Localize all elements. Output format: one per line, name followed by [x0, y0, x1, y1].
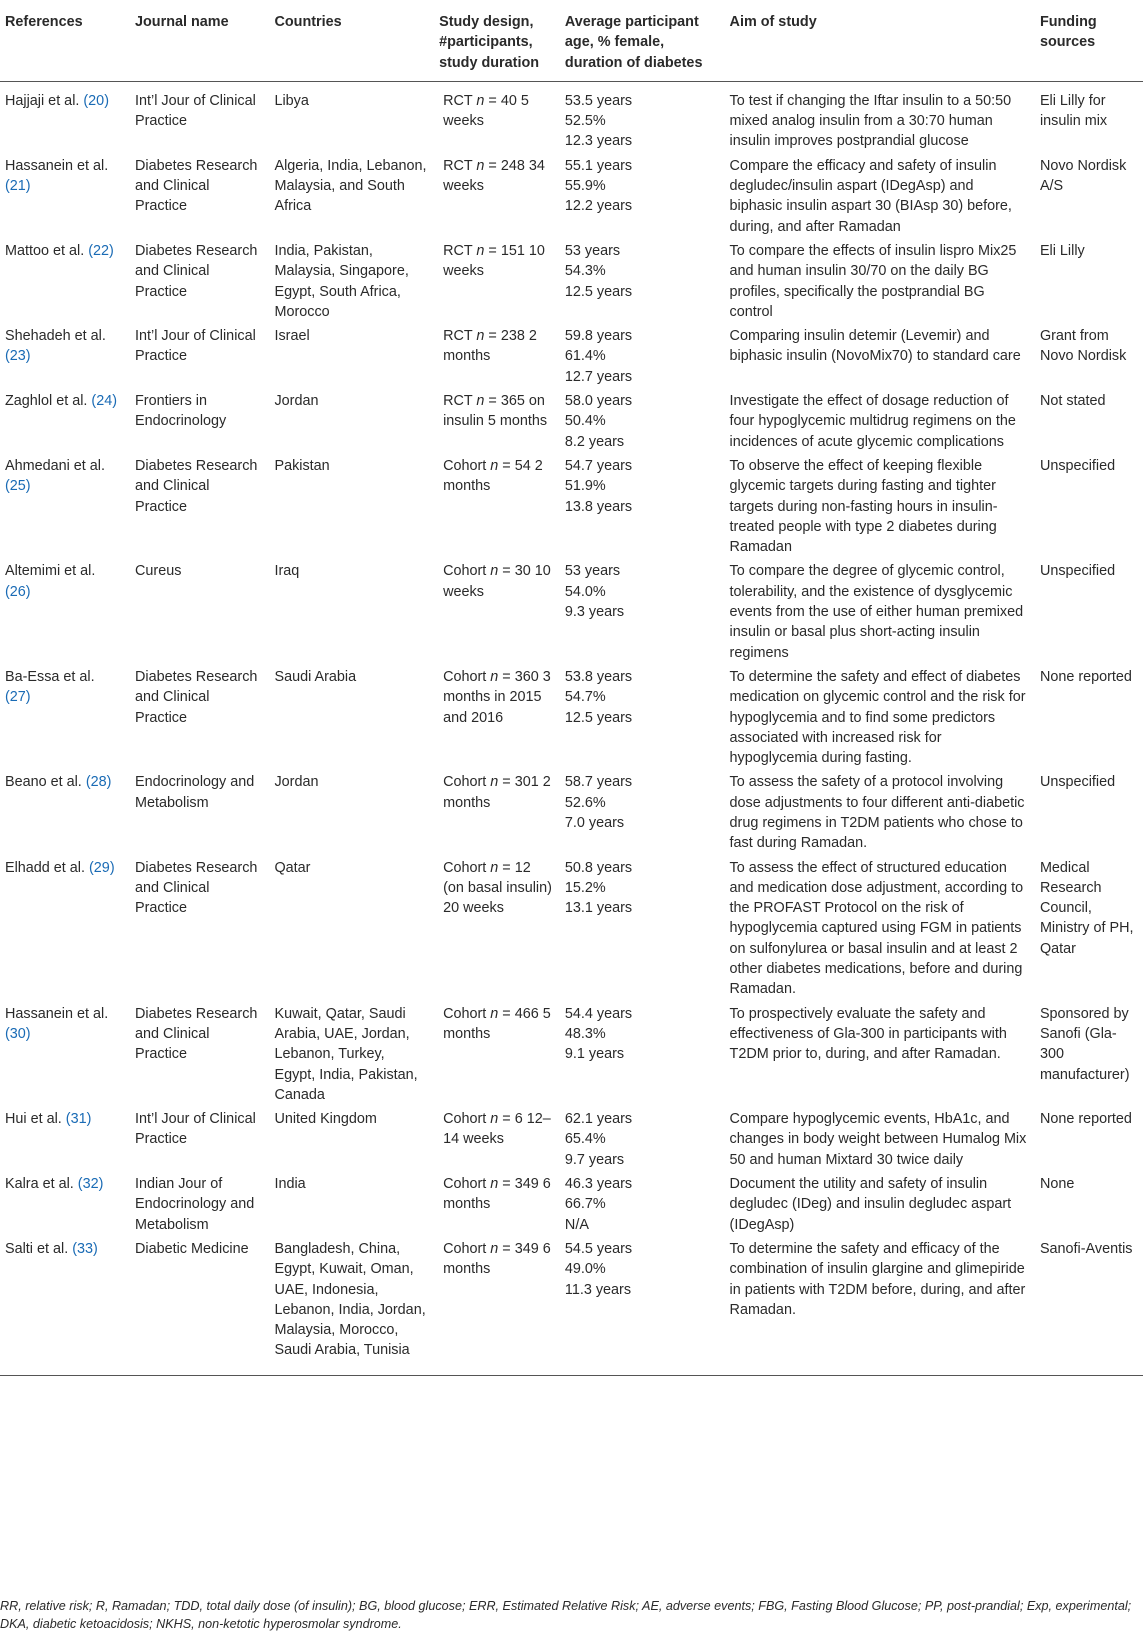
cell-participant-age — [560, 667, 725, 772]
cell-funding — [1035, 772, 1143, 857]
cell-funding — [1035, 1174, 1143, 1239]
cell-countries-text: Bangladesh, China, Egypt, Kuwait, Oman, UAE, Indonesia, Lebanon, India, Jordan, Malaysia, Morocco, Saudi Arabia, Tunisia — [274, 1240, 426, 1359]
table-row — [0, 1174, 1143, 1239]
cell-countries — [269, 1174, 434, 1239]
cell-reference — [0, 1239, 130, 1375]
cell-study-design-text: RCT n = 151 10 weeks — [443, 242, 545, 280]
studies-table — [0, 6, 1143, 1376]
reference-author: Shehadeh et al. — [5, 328, 106, 345]
cell-funding — [1035, 326, 1143, 391]
cell-study-design — [434, 156, 560, 241]
cell-countries-text: Jordan — [274, 774, 319, 791]
cell-reference — [0, 326, 130, 391]
cell-funding — [1035, 1004, 1143, 1109]
cell-funding — [1035, 561, 1143, 666]
reference-author: Mattoo et al. — [5, 242, 85, 259]
cell-funding-text: None reported — [1039, 668, 1132, 685]
table-row — [0, 241, 1143, 326]
cell-study-design — [434, 667, 560, 772]
cell-countries-text: Qatar — [274, 859, 311, 876]
cell-reference — [0, 1109, 130, 1174]
cell-countries — [269, 667, 434, 772]
cell-countries — [269, 81, 434, 155]
cell-journal — [130, 326, 269, 391]
cell-aim-text: To compare the effects of insulin lispro Mix25 and human insulin 30/70 on the daily BG profiles, specifically the postprandial BG control — [729, 242, 1017, 320]
table-header — [0, 6, 1143, 81]
cell-countries — [269, 772, 434, 857]
cell-funding-text: Unspecified — [1039, 563, 1116, 580]
cell-journal-text: Diabetes Research and Clinical Practice — [135, 668, 258, 726]
cell-study-design-text: RCT n = 365 on insulin 5 months — [443, 393, 548, 430]
cell-study-design-text: RCT n = 248 34 weeks — [443, 157, 545, 195]
cell-reference — [0, 858, 130, 1004]
table-row — [0, 1004, 1143, 1109]
cell-countries-text: Algeria, India, Lebanon, Malaysia, and South Africa — [274, 157, 427, 215]
cell-countries-text: Saudi Arabia — [274, 668, 357, 685]
table-row — [0, 456, 1143, 561]
cell-countries — [269, 241, 434, 326]
header-row — [0, 6, 1143, 81]
cell-countries-text: United Kingdom — [274, 1111, 377, 1128]
cell-reference — [0, 156, 130, 241]
cell-aim — [725, 1109, 1035, 1174]
cell-participant-age-text: 53.5 years 52.5% 12.3 years — [564, 92, 633, 150]
cell-study-design-text: RCT n = 238 2 months — [443, 328, 537, 365]
cell-funding-text: Unspecified — [1039, 774, 1116, 791]
cell-aim-text: Compare hypoglycemic events, HbA1c, and changes in body weight between Humalog Mix 50 and human Mixtard 30 twice daily — [729, 1111, 1027, 1168]
reference-author: Hui et al. — [5, 1111, 62, 1128]
reference-author: Salti et al. — [5, 1240, 69, 1257]
table-footnote: RR, relative risk; R, Ramadan; TDD, total daily dose (of insulin); BG, blood glucose; ERR, Estimated Relative Risk; AE, adverse events; FBG, Fasting Blood Glucose; PP, post-prandial; Exp, experimental; DKA, diabetic ketoacidosis; NKHS, non-ketotic hyperosmolar syndrome. — [0, 1599, 1132, 1631]
reference-link[interactable]: (23) — [5, 348, 31, 365]
cell-study-design-text: Cohort n = 12 (on basal insulin) 20 weeks — [443, 859, 552, 917]
cell-journal — [130, 241, 269, 326]
cell-study-design — [434, 561, 560, 666]
cell-study-design-text: Cohort n = 360 3 months in 2015 and 2016 — [443, 668, 551, 726]
cell-aim-text: To determine the safety and effect of diabetes medication on glycemic control and the risk for hypoglycemia and to find some predictors associated with increased risk for hypoglycemia during fasting. — [729, 668, 1026, 767]
cell-study-design — [434, 81, 560, 155]
header-aim: Aim of study — [729, 14, 817, 30]
cell-participant-age-text: 55.1 years 55.9% 12.2 years — [564, 157, 633, 215]
cell-countries-text: Kuwait, Qatar, Saudi Arabia, UAE, Jordan, Lebanon, Turkey, Egypt, India, Pakistan, Canada — [274, 1005, 418, 1103]
cell-journal — [130, 858, 269, 1004]
reference-link[interactable]: (29) — [89, 859, 115, 876]
cell-participant-age-text: 46.3 years 66.7% N/A — [564, 1176, 633, 1233]
cell-aim — [725, 1004, 1035, 1109]
cell-participant-age-text: 54.7 years 51.9% 13.8 years — [564, 457, 633, 515]
cell-funding — [1035, 456, 1143, 561]
header-participant-age: Average participant age, % female, duration of diabetes — [564, 14, 703, 71]
reference-link[interactable]: (30) — [5, 1025, 31, 1042]
cell-study-design-text: Cohort n = 466 5 months — [443, 1005, 551, 1042]
cell-aim-text: Compare the efficacy and safety of insulin degludec/insulin aspart (IDegAsp) and biphasic insulin aspart 30 (BIAsp 30) before, during, and after Ramadan — [729, 157, 1012, 235]
reference-link[interactable]: (20) — [83, 92, 109, 109]
cell-countries-text: Jordan — [274, 393, 319, 410]
cell-aim — [725, 326, 1035, 391]
cell-journal-text: Diabetes Research and Clinical Practice — [135, 157, 258, 215]
cell-reference — [0, 1004, 130, 1109]
cell-countries — [269, 456, 434, 561]
reference-link[interactable]: (22) — [88, 242, 114, 259]
cell-funding — [1035, 81, 1143, 155]
cell-funding-text: Eli Lilly — [1039, 242, 1085, 259]
cell-journal — [130, 81, 269, 155]
cell-journal-text: Endocrinology and Metabolism — [135, 774, 255, 811]
cell-study-design — [434, 241, 560, 326]
cell-countries — [269, 561, 434, 666]
cell-aim-text: To observe the effect of keeping flexible glycemic targets during fasting and tighter targets during non-fasting hours in insulin-treated people with type 2 diabetes during Ramadan — [729, 457, 998, 556]
cell-study-design — [434, 858, 560, 1004]
reference-author: Beano et al. — [5, 774, 82, 791]
cell-participant-age — [560, 241, 725, 326]
cell-funding-text: Not stated — [1039, 393, 1106, 410]
cell-funding — [1035, 667, 1143, 772]
header-journal-name: Journal name — [135, 14, 229, 30]
cell-journal — [130, 1004, 269, 1109]
cell-journal — [130, 667, 269, 772]
cell-journal-text: Frontiers in Endocrinology — [135, 393, 227, 430]
reference-link[interactable]: (32) — [77, 1176, 104, 1193]
cell-participant-age — [560, 391, 725, 456]
cell-funding — [1035, 1239, 1143, 1375]
cell-aim-text: To assess the effect of structured education and medication dose adjustment, according to the PROFAST Protocol on the risk of hypoglycemia captured using FGM in patients on sulfonylurea or basal insulin and at least 2 other diabetes medications, before and during Ramadan. — [729, 859, 1024, 998]
table-row — [0, 1239, 1143, 1375]
cell-journal-text: Diabetes Research and Clinical Practice — [135, 1005, 258, 1063]
cell-reference — [0, 391, 130, 456]
cell-journal-text: Int’l Jour of Clinical Practice — [135, 328, 256, 365]
cell-funding-text: None — [1039, 1176, 1075, 1193]
cell-countries-text: Israel — [274, 328, 310, 345]
cell-aim-text: Document the utility and safety of insulin degludec (IDeg) and insulin degludec aspart (IDegAsp) — [729, 1176, 1012, 1233]
table-row — [0, 156, 1143, 241]
reference-link[interactable]: (31) — [65, 1111, 92, 1128]
cell-study-design-text: Cohort n = 349 6 months — [443, 1176, 551, 1213]
cell-aim — [725, 1174, 1035, 1239]
cell-participant-age-text: 53.8 years 54.7% 12.5 years — [564, 668, 633, 726]
cell-study-design-text: Cohort n = 30 10 weeks — [443, 563, 551, 600]
cell-countries — [269, 1109, 434, 1174]
reference-author: Elhadd et al. — [5, 859, 86, 876]
cell-study-design — [434, 1239, 560, 1375]
cell-study-design — [434, 1174, 560, 1239]
cell-reference — [0, 456, 130, 561]
cell-reference — [0, 1174, 130, 1239]
cell-funding-text: Unspecified — [1039, 457, 1116, 474]
cell-funding-text: Sanofi-Aventis — [1039, 1240, 1133, 1257]
cell-journal — [130, 1239, 269, 1375]
header-funding: Funding sources — [1039, 14, 1097, 51]
cell-funding — [1035, 1109, 1143, 1174]
cell-journal — [130, 1109, 269, 1174]
cell-funding-text: Eli Lilly for insulin mix — [1039, 92, 1108, 130]
cell-journal — [130, 772, 269, 857]
cell-participant-age-text: 50.8 years 15.2% 13.1 years — [564, 859, 633, 917]
cell-aim-text: Investigate the effect of dosage reduction of four hypoglycemic multidrug regimens on the incidences of acute glycemic complications — [729, 393, 1016, 450]
cell-funding — [1035, 391, 1143, 456]
cell-countries-text: India — [274, 1176, 306, 1193]
cell-reference — [0, 81, 130, 155]
table-row — [0, 667, 1143, 772]
cell-participant-age — [560, 326, 725, 391]
cell-countries-text: Libya — [274, 92, 309, 109]
cell-participant-age-text: 58.7 years 52.6% 7.0 years — [564, 774, 633, 831]
cell-study-design — [434, 391, 560, 456]
cell-participant-age-text: 59.8 years 61.4% 12.7 years — [564, 328, 633, 385]
cell-journal — [130, 391, 269, 456]
cell-countries — [269, 326, 434, 391]
reference-author: Hassanein et al. — [5, 1005, 109, 1022]
cell-aim — [725, 391, 1035, 456]
cell-study-design-text: Cohort n = 6 12–14 weeks — [443, 1111, 551, 1148]
reference-link[interactable]: (26) — [5, 583, 31, 600]
cell-study-design-text: RCT n = 40 5 weeks — [443, 92, 529, 130]
cell-aim — [725, 1239, 1035, 1375]
table-row — [0, 858, 1143, 1004]
header-countries: Countries — [274, 14, 342, 30]
cell-participant-age — [560, 81, 725, 155]
cell-aim — [725, 156, 1035, 241]
reference-author: Hassanein et al. — [5, 157, 109, 174]
table-row — [0, 81, 1143, 155]
cell-participant-age-text: 53 years 54.0% 9.3 years — [564, 563, 625, 621]
table-row — [0, 326, 1143, 391]
cell-participant-age-text: 58.0 years 50.4% 8.2 years — [564, 393, 633, 450]
cell-study-design — [434, 456, 560, 561]
table-row — [0, 561, 1143, 666]
reference-author: Kalra et al. — [5, 1176, 74, 1193]
cell-countries — [269, 391, 434, 456]
cell-study-design — [434, 326, 560, 391]
cell-journal-text: Int’l Jour of Clinical Practice — [135, 92, 256, 130]
cell-study-design-text: Cohort n = 349 6 months — [443, 1240, 551, 1278]
cell-participant-age — [560, 1174, 725, 1239]
cell-aim — [725, 772, 1035, 857]
cell-participant-age-text: 62.1 years 65.4% 9.7 years — [564, 1111, 633, 1168]
cell-journal-text: Diabetes Research and Clinical Practice — [135, 859, 258, 917]
reference-author: Hajjaji et al. — [5, 92, 80, 109]
cell-participant-age — [560, 456, 725, 561]
cell-reference — [0, 241, 130, 326]
cell-study-design — [434, 772, 560, 857]
cell-reference — [0, 772, 130, 857]
cell-countries — [269, 1004, 434, 1109]
reference-link[interactable]: (25) — [5, 478, 31, 495]
cell-funding-text: None reported — [1039, 1111, 1132, 1128]
table-body — [0, 81, 1143, 1375]
reference-author: Altemimi et al. — [5, 563, 96, 580]
cell-study-design-text: Cohort n = 54 2 months — [443, 457, 543, 495]
cell-study-design — [434, 1004, 560, 1109]
cell-journal-text: Diabetic Medicine — [135, 1240, 249, 1257]
cell-aim-text: To compare the degree of glycemic control, tolerability, and the existence of dysglycemic events from the use of either human premixed insulin or basal plus short-acting insulin regimens — [729, 563, 1024, 661]
cell-study-design-text: Cohort n = 301 2 months — [443, 774, 551, 811]
cell-journal-text: Diabetes Research and Clinical Practice — [135, 242, 258, 300]
cell-countries-text: Pakistan — [274, 457, 330, 474]
cell-journal — [130, 456, 269, 561]
header-study-design: Study design, #participants, study duration — [439, 14, 540, 71]
cell-aim-text: To determine the safety and efficacy of the combination of insulin glargine and glimepiride in patients with T2DM before, during, and after Ramadan. — [729, 1240, 1026, 1318]
cell-aim — [725, 561, 1035, 666]
cell-journal — [130, 1174, 269, 1239]
cell-participant-age-text: 53 years 54.3% 12.5 years — [564, 242, 633, 300]
cell-aim — [725, 858, 1035, 1004]
table-row — [0, 1109, 1143, 1174]
cell-funding — [1035, 156, 1143, 241]
cell-participant-age — [560, 1004, 725, 1109]
cell-funding-text: Grant from Novo Nordisk — [1039, 328, 1127, 365]
reference-link[interactable]: (28) — [85, 774, 112, 791]
cell-journal-text: Cureus — [135, 563, 182, 580]
cell-aim — [725, 81, 1035, 155]
table-row — [0, 391, 1143, 456]
cell-aim — [725, 456, 1035, 561]
reference-author: Zaghlol et al. — [5, 393, 88, 410]
cell-countries-text: Iraq — [274, 563, 300, 580]
cell-participant-age-text: 54.5 years 49.0% 11.3 years — [564, 1240, 633, 1298]
cell-journal — [130, 561, 269, 666]
cell-journal — [130, 156, 269, 241]
cell-countries — [269, 156, 434, 241]
cell-funding-text: Novo Nordisk A/S — [1039, 157, 1127, 195]
cell-funding — [1035, 241, 1143, 326]
cell-aim-text: Comparing insulin detemir (Levemir) and biphasic insulin (NovoMix70) to standard care — [729, 328, 1021, 365]
cell-aim — [725, 241, 1035, 326]
cell-countries-text: India, Pakistan, Malaysia, Singapore, Egypt, South Africa, Morocco — [274, 242, 409, 320]
reference-link[interactable]: (24) — [91, 393, 117, 410]
cell-study-design — [434, 1109, 560, 1174]
cell-aim-text: To assess the safety of a protocol involving dose adjustments to four different anti-diabetic drug regimens in T2DM patients who chose to fast during Ramadan. — [729, 774, 1025, 852]
cell-aim-text: To test if changing the Iftar insulin to a 50:50 mixed analog insulin from a 30:70 human insulin improves postprandial glucose — [729, 92, 1012, 150]
cell-funding-text: Sponsored by Sanofi (Gla-300 manufacturer) — [1039, 1005, 1130, 1083]
cell-participant-age — [560, 858, 725, 1004]
reference-link[interactable]: (27) — [5, 689, 31, 706]
reference-author: Ba-Essa et al. — [5, 668, 95, 685]
cell-participant-age — [560, 561, 725, 666]
cell-reference — [0, 561, 130, 666]
cell-journal-text: Diabetes Research and Clinical Practice — [135, 457, 258, 515]
table-row — [0, 772, 1143, 857]
header-references: References — [5, 14, 83, 30]
cell-reference — [0, 667, 130, 772]
cell-funding — [1035, 858, 1143, 1004]
cell-participant-age — [560, 1239, 725, 1375]
reference-link[interactable]: (33) — [72, 1240, 98, 1257]
cell-aim-text: To prospectively evaluate the safety and effectiveness of Gla-300 in participants with T2DM prior to, during, and after Ramadan. — [729, 1005, 1007, 1063]
reference-author: Ahmedani et al. — [5, 457, 105, 474]
cell-journal-text: Int’l Jour of Clinical Practice — [135, 1111, 256, 1148]
cell-aim — [725, 667, 1035, 772]
reference-link[interactable]: (21) — [5, 178, 31, 195]
cell-countries — [269, 1239, 434, 1375]
cell-funding-text: Medical Research Council, Ministry of PH, Qatar — [1039, 859, 1134, 957]
cell-participant-age — [560, 156, 725, 241]
cell-participant-age — [560, 1109, 725, 1174]
cell-journal-text: Indian Jour of Endocrinology and Metabolism — [135, 1176, 255, 1233]
cell-countries — [269, 858, 434, 1004]
cell-participant-age-text: 54.4 years 48.3% 9.1 years — [564, 1005, 633, 1063]
cell-participant-age — [560, 772, 725, 857]
